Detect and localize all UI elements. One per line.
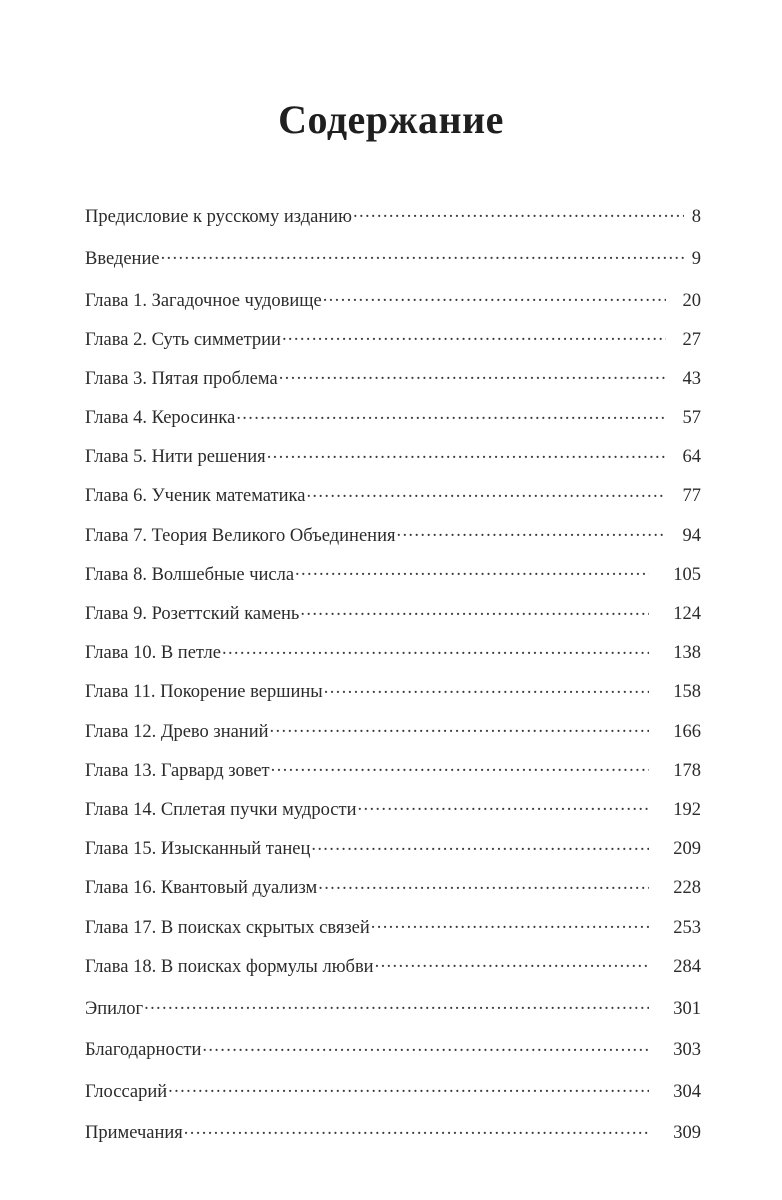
toc-dot-leader	[144, 995, 649, 1014]
toc-entry[interactable]	[85, 953, 701, 976]
toc-entry-label: Глава 10. В петле	[85, 643, 221, 664]
toc-entry-page-number: 253	[673, 917, 701, 938]
toc-entry[interactable]	[85, 640, 701, 663]
toc-dot-leader	[306, 483, 666, 502]
toc-entry-label: Глава 14. Сплетая пучки мудрости	[85, 799, 357, 820]
toc-entry[interactable]	[85, 444, 701, 467]
toc-entry-page-number: 304	[673, 1081, 701, 1102]
toc-entry[interactable]	[85, 245, 701, 268]
toc-entry-label: Глава 2. Суть симметрии	[85, 329, 281, 350]
toc-entry[interactable]	[85, 405, 701, 428]
toc-entry-page-number: 94	[682, 525, 701, 546]
toc-entry-label: Глава 7. Теория Великого Объединения	[85, 525, 396, 546]
toc-entry-page-number: 192	[673, 799, 701, 820]
toc-entry-page-number: 124	[673, 604, 701, 624]
toc-dot-leader	[271, 757, 649, 776]
toc-entry[interactable]	[85, 203, 701, 226]
toc-dot-leader	[267, 444, 666, 463]
toc-entry[interactable]	[85, 326, 701, 349]
toc-entry-label: Предисловие к русскому изданию	[85, 206, 352, 227]
toc-dot-leader	[323, 287, 666, 306]
toc-dot-leader	[318, 875, 649, 894]
toc-entry-label: Глава 18. В поисках формулы любви	[85, 956, 374, 977]
toc-entry-page-number: 43	[682, 368, 701, 389]
toc-entry-label: Глава 15. Изысканный танец	[85, 839, 311, 860]
toc-entry-label: Глава 3. Пятая проблема	[85, 368, 278, 389]
toc-entry-page-number: 138	[673, 643, 701, 664]
toc-entry[interactable]	[85, 995, 701, 1018]
toc-entry-label: Глава 9. Розеттский камень	[85, 604, 300, 624]
toc-entry[interactable]	[85, 1037, 701, 1060]
toc-entry-label: Примечания	[85, 1123, 183, 1144]
toc-entry-page-number: 309	[673, 1123, 701, 1144]
toc-list	[85, 203, 701, 1143]
toc-entry-label: Глава 13. Гарвард зовет	[85, 760, 270, 781]
toc-entry-page-number: 8	[691, 206, 701, 227]
toc-entry[interactable]	[85, 287, 701, 310]
toc-dot-leader	[324, 679, 649, 698]
toc-dot-leader	[371, 914, 649, 933]
toc-entry-label: Глава 12. Древо знаний	[85, 721, 269, 742]
toc-dot-leader	[375, 953, 649, 972]
toc-dot-leader	[222, 640, 649, 659]
toc-entry-page-number: 9	[691, 248, 701, 269]
toc-entry-page-number: 301	[673, 998, 701, 1019]
toc-entry-page-number: 27	[682, 329, 701, 350]
toc-entry-page-number: 166	[673, 721, 701, 742]
toc-dot-leader	[300, 601, 649, 620]
toc-entry-page-number: 20	[682, 290, 701, 311]
toc-entry[interactable]	[85, 718, 701, 741]
toc-dot-leader	[358, 796, 650, 815]
toc-dot-leader	[396, 522, 666, 541]
toc-entry-label: Глава 17. В поисках скрытых связей	[85, 917, 370, 938]
toc-dot-leader	[168, 1078, 649, 1097]
toc-entry[interactable]	[85, 796, 701, 819]
toc-entry[interactable]	[85, 365, 701, 388]
toc-entry[interactable]	[85, 679, 701, 702]
toc-entry-page-number: 158	[673, 682, 701, 703]
toc-entry-label: Глава 4. Керосинка	[85, 408, 236, 429]
toc-entry[interactable]	[85, 561, 701, 584]
toc-entry-page-number: 178	[673, 760, 701, 781]
toc-entry-label: Глоссарий	[85, 1081, 168, 1102]
toc-dot-leader	[353, 203, 684, 222]
toc-dot-leader	[295, 561, 649, 580]
toc-dot-leader	[311, 836, 649, 855]
toc-entry-label: Глава 1. Загадочное чудовище	[85, 290, 322, 311]
toc-entry[interactable]	[85, 1078, 701, 1101]
toc-entry-label: Глава 16. Квантовый дуализм	[85, 878, 318, 899]
toc-entry[interactable]	[85, 1120, 701, 1143]
toc-entry[interactable]	[85, 836, 701, 859]
toc-dot-leader	[184, 1120, 649, 1139]
toc-dot-leader	[161, 245, 684, 264]
page-title: Содержание	[278, 97, 504, 142]
toc-entry-label: Глава 6. Ученик математика	[85, 486, 306, 507]
toc-dot-leader	[282, 326, 666, 345]
toc-entry-label: Эпилог	[85, 998, 144, 1019]
toc-dot-leader	[270, 718, 649, 737]
toc-entry-page-number: 77	[682, 486, 701, 507]
toc-entry[interactable]	[85, 601, 701, 624]
toc-entry-page-number: 284	[673, 956, 701, 977]
toc-entry-page-number: 57	[682, 408, 701, 429]
toc-entry[interactable]	[85, 522, 701, 545]
toc-entry[interactable]	[85, 757, 701, 780]
toc-entry-label: Глава 8. Волшебные числа	[85, 564, 295, 585]
toc-entry-page-number: 64	[682, 447, 701, 468]
toc-entry[interactable]	[85, 914, 701, 937]
toc-entry-page-number: 209	[673, 839, 701, 860]
toc-entry-label: Глава 5. Нити решения	[85, 447, 266, 468]
toc-entry-page-number: 303	[673, 1040, 701, 1061]
toc-entry-page-number: 228	[673, 878, 701, 899]
toc-entry-label: Благодарности	[85, 1040, 202, 1061]
toc-entry-label: Введение	[85, 248, 160, 269]
toc-entry[interactable]	[85, 483, 701, 506]
toc-dot-leader	[236, 405, 666, 424]
toc-entry-label: Глава 11. Покорение вершины	[85, 682, 323, 703]
toc-dot-leader	[202, 1037, 649, 1056]
toc-dot-leader	[279, 365, 666, 384]
toc-entry-page-number: 105	[673, 564, 701, 585]
toc-entry[interactable]	[85, 875, 701, 898]
